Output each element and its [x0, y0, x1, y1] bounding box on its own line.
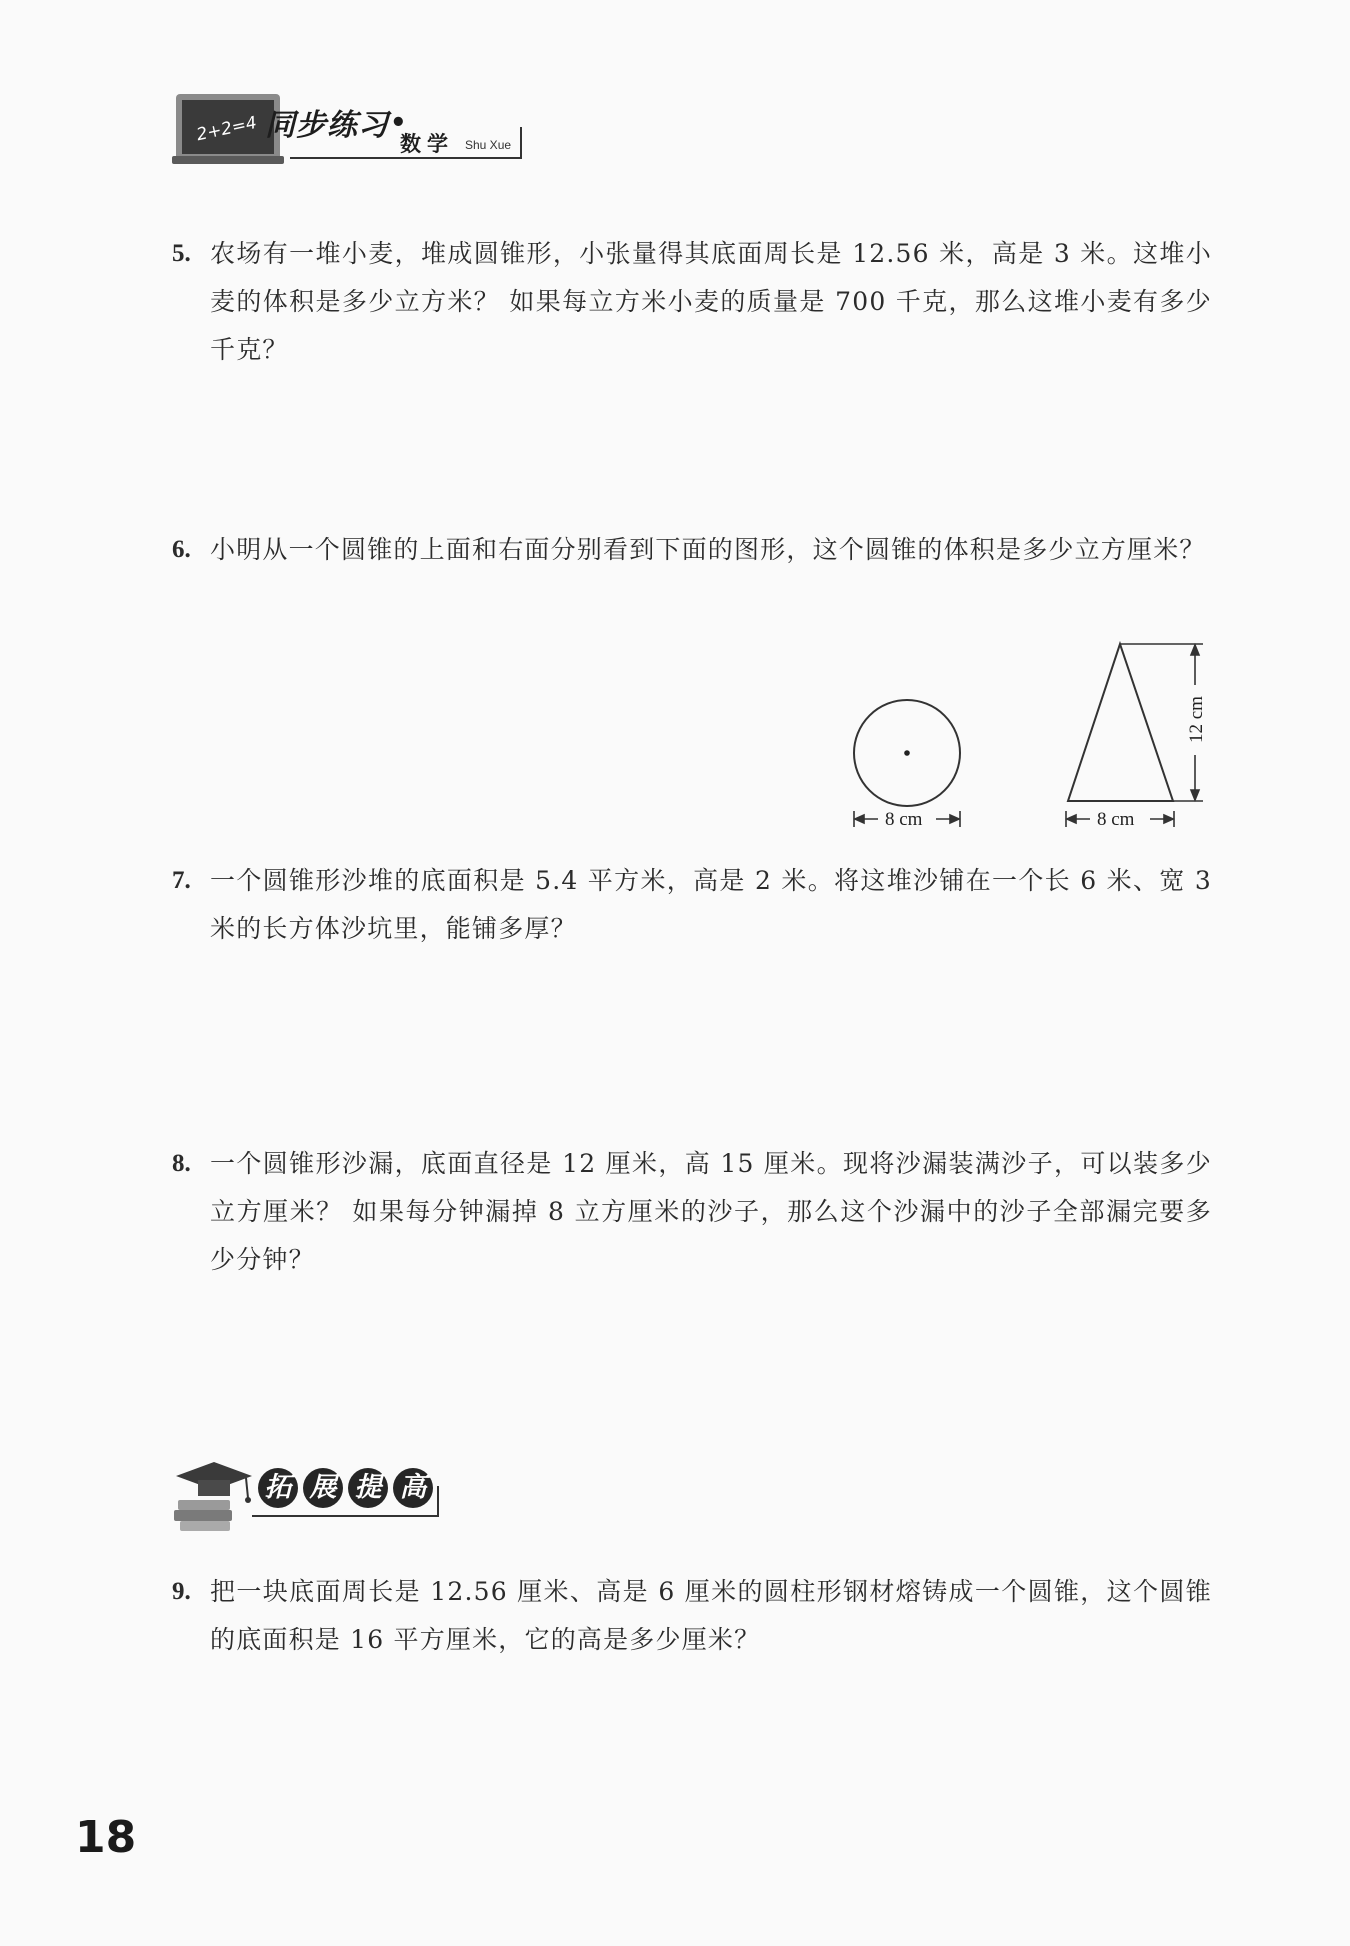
graduation-cap-books-icon	[168, 1450, 258, 1540]
problem-7	[172, 857, 1212, 953]
problem-text: 一个圆锥形沙堆的底面积是 5.4 平方米，高是 2 米。将这堆沙铺在一个长 6 米、宽 3 米的长方体沙坑里，能铺多厚？	[210, 866, 1212, 943]
problem-6	[172, 526, 1212, 574]
problem-number: 7.	[172, 867, 191, 894]
problem-text: 把一块底面周长是 12.56 厘米、高是 6 厘米的圆柱形钢材熔铸成一个圆锥，这个圆锥的底面积是 16 平方厘米，它的高是多少厘米？	[210, 1577, 1212, 1654]
header-pinyin: Shu Xue	[465, 138, 512, 152]
circle-center-dot	[904, 750, 910, 756]
cone-views-figure	[840, 635, 1230, 845]
header-subject: 数学	[400, 132, 454, 156]
triangle-width-label: 8 cm	[1097, 809, 1135, 830]
extension-char: 提	[348, 1468, 388, 1508]
problem-number: 8.	[172, 1150, 191, 1177]
header-underline	[290, 157, 522, 159]
extension-banner	[252, 1466, 442, 1526]
problem-number: 5.	[172, 240, 191, 267]
extension-char: 高	[393, 1468, 433, 1508]
circle-width-label: 8 cm	[885, 809, 923, 830]
header-dot: •	[390, 108, 407, 138]
extension-char: 展	[303, 1468, 343, 1508]
triangle-height-label: 12 cm	[1186, 696, 1207, 743]
problem-text: 小明从一个圆锥的上面和右面分别看到下面的图形，这个圆锥的体积是多少立方厘米？	[210, 535, 1206, 564]
problem-5	[172, 230, 1212, 374]
page-number: 18	[75, 1812, 137, 1863]
extension-underline	[252, 1466, 442, 1526]
header-title: 同步练习	[265, 108, 389, 143]
problem-8	[172, 1140, 1212, 1284]
problem-number: 6.	[172, 536, 191, 563]
problem-text: 农场有一堆小麦，堆成圆锥形，小张量得其底面周长是 12.56 米，高是 3 米。这堆小麦的体积是多少立方米？ 如果每立方米小麦的质量是 700 千克，那么这堆小麦有多少千克？	[210, 239, 1212, 364]
side-view-triangle	[1068, 644, 1173, 801]
problem-text: 一个圆锥形沙漏，底面直径是 12 厘米，高 15 厘米。现将沙漏装满沙子，可以装多少立方厘米？ 如果每分钟漏掉 8 立方厘米的沙子，那么这个沙漏中的沙子全部漏完要多少分钟？	[210, 1149, 1212, 1274]
header-tick	[520, 127, 522, 158]
problem-number: 9.	[172, 1578, 191, 1605]
extension-char: 拓	[258, 1468, 298, 1508]
problem-9	[172, 1568, 1212, 1664]
blackboard-text: 2+2=4	[194, 112, 259, 146]
